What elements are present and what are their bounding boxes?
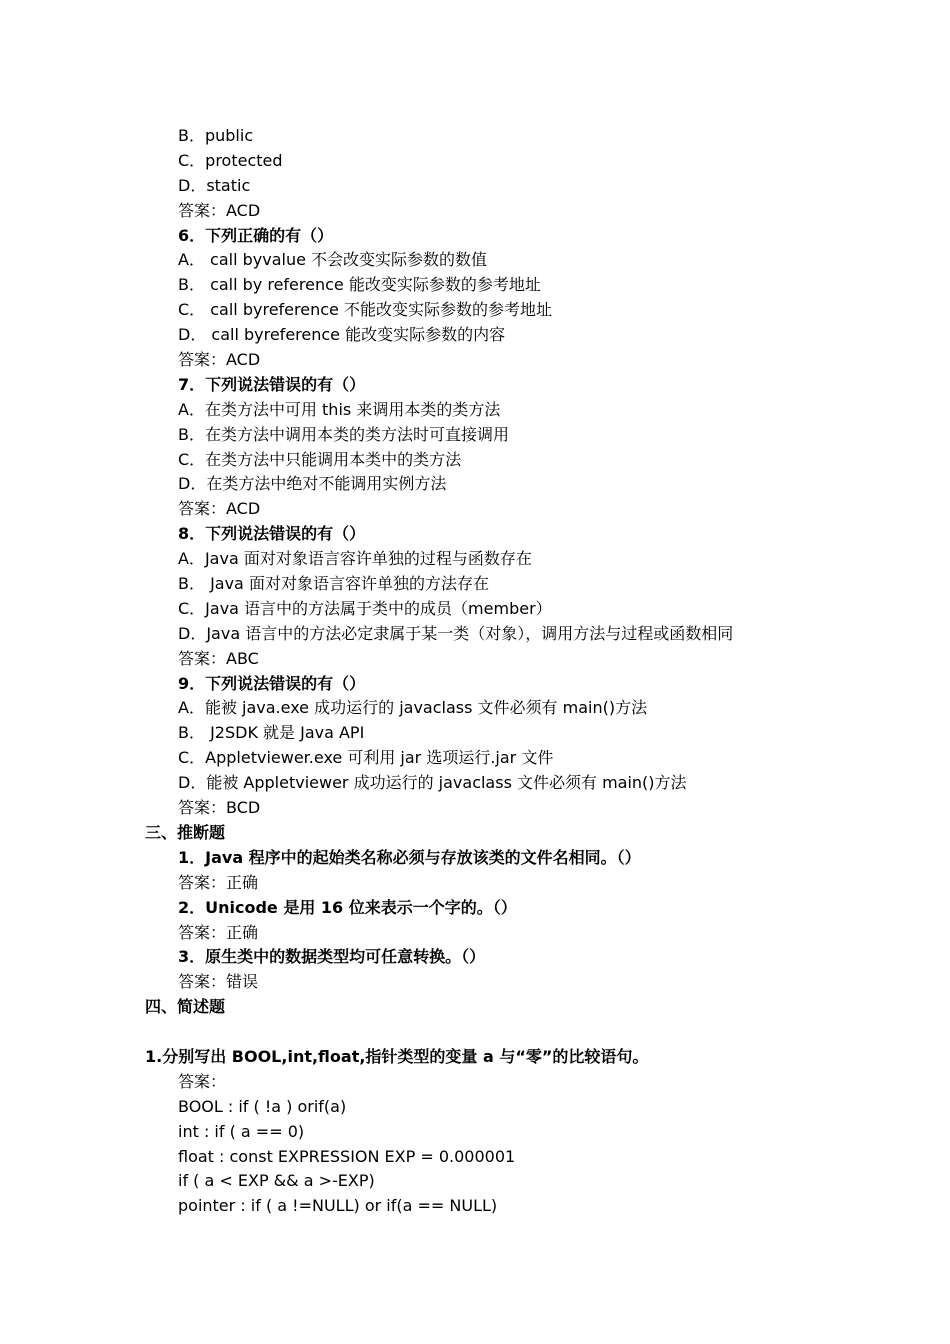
- text-line: 四、简述题: [145, 997, 226, 1017]
- text-line: A．能被 java.exe 成功运行的 javaclass 文件必须有 main()方法: [178, 698, 648, 718]
- text-line: B．public: [178, 126, 254, 145]
- text-line: C．Appletviewer.exe 可利用 jar 选项运行.jar 文件: [178, 748, 554, 768]
- text-line: D．Java 语言中的方法必定隶属于某一类（对象），调用方法与过程或函数相同: [178, 623, 734, 643]
- text-line: 6．下列正确的有（）: [178, 225, 334, 245]
- blank-line: [0, 1020, 950, 1045]
- text-line: 9．下列说法错误的有（）: [178, 673, 366, 693]
- text-line: 答案：ABC: [178, 648, 259, 668]
- text-line: 1．Java 程序中的起始类名称必须与存放该类的文件名相同。（）: [178, 847, 641, 867]
- text-line: 答案：ACD: [178, 200, 261, 220]
- text-line: D．static: [178, 175, 251, 195]
- text-line: B． J2SDK 就是 Java API: [178, 723, 365, 743]
- document-page: [0, 124, 950, 1219]
- text-line: A． call byvalue 不会改变实际参数的数值: [178, 250, 488, 270]
- text-line: B． call by reference 能改变实际参数的参考地址: [178, 275, 541, 295]
- text-line: BOOL : if ( !a ) orif(a): [178, 1096, 347, 1116]
- text-line: B．在类方法中调用本类的类方法时可直接调用: [178, 424, 509, 444]
- text-line: float : const EXPRESSION EXP = 0.000001: [178, 1146, 516, 1166]
- text-line: B． Java 面对对象语言容许单独的方法存在: [178, 574, 489, 594]
- text-line: C．Java 语言中的方法属于类中的成员（member）: [178, 598, 552, 618]
- text-line: 答案：ACD: [178, 350, 261, 370]
- text-line: C．在类方法中只能调用本类中的类方法: [178, 449, 462, 469]
- text-line: 1.分别写出 BOOL,int,float,指针类型的变量 a 与“零”的比较语句。: [145, 1046, 649, 1066]
- text-line: 答案：ACD: [178, 499, 261, 519]
- text-line: 答案：正确: [178, 872, 259, 892]
- text-line: 三、推断题: [145, 822, 226, 842]
- text-line: 2．Unicode 是用 16 位来表示一个字的。（）: [178, 897, 517, 917]
- text-line: int : if ( a == 0): [178, 1121, 305, 1141]
- text-line: 答案：BCD: [178, 798, 261, 818]
- text-line: A．在类方法中可用 this 来调用本类的类方法: [178, 399, 501, 419]
- text-line: 7．下列说法错误的有（）: [178, 374, 366, 394]
- text-line: 答案：正确: [178, 922, 259, 942]
- text-line: pointer : if ( a !=NULL) or if(a == NULL): [178, 1196, 498, 1216]
- text-line: C．protected: [178, 150, 283, 170]
- text-line: D．能被 Appletviewer 成功运行的 javaclass 文件必须有 main()方法: [178, 773, 687, 793]
- text-line: 答案：错误: [178, 972, 259, 992]
- text-line: D． call byreference 能改变实际参数的内容: [178, 325, 506, 345]
- text-line: A．Java 面对对象语言容许单独的过程与函数存在: [178, 549, 532, 569]
- text-line: if ( a < EXP && a >-EXP): [178, 1171, 375, 1191]
- text-line: 8．下列说法错误的有（）: [178, 524, 366, 544]
- text-line: 3．原生类中的数据类型均可任意转换。（）: [178, 947, 486, 967]
- text-line: C． call byreference 不能改变实际参数的参考地址: [178, 300, 552, 320]
- text-line: D．在类方法中绝对不能调用实例方法: [178, 474, 447, 494]
- text-line: 答案：: [178, 1071, 227, 1091]
